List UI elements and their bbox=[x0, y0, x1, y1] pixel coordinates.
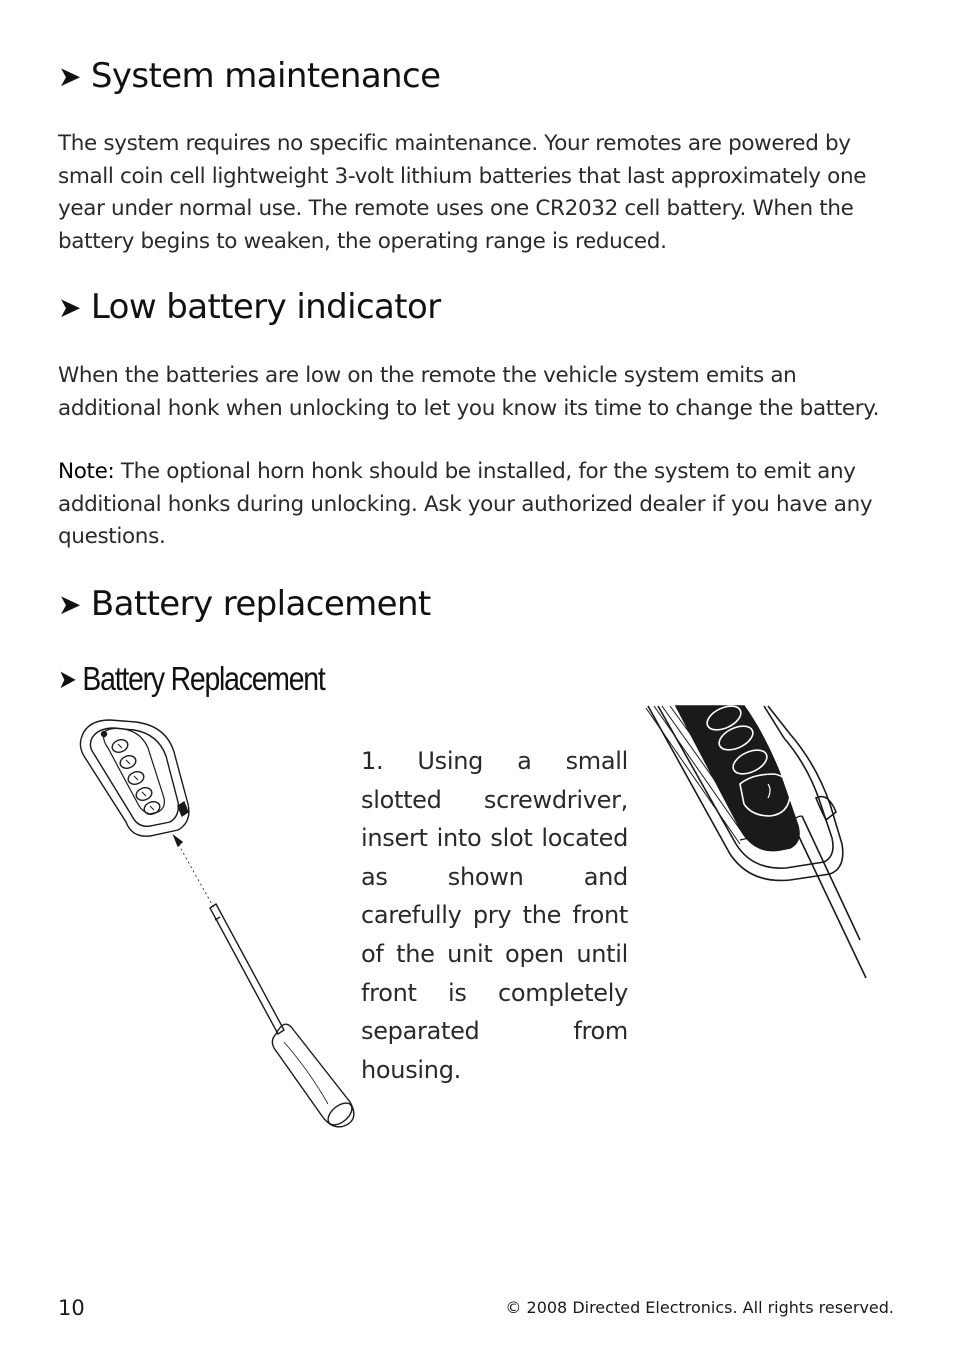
heading-system-maintenance bbox=[58, 56, 440, 96]
copyright-notice: © 2008 Directed Electronics. All rights reserved. bbox=[505, 1298, 894, 1317]
subheading-text: Battery Replacement bbox=[82, 660, 325, 697]
low-battery-paragraph: When the batteries are low on the remote the vehicle system emits an additional honk when unlocking to let you know its time to change the battery. bbox=[58, 363, 880, 421]
heading-text: Low battery indicator bbox=[90, 287, 441, 327]
arrowhead-bullet-icon: ➤ bbox=[58, 587, 81, 621]
note-paragraph bbox=[58, 456, 894, 554]
heading-low-battery-indicator bbox=[58, 287, 441, 327]
note-body: The optional horn honk should be installed, for the system to emit any additional honks during unlocking. Ask your authorized dealer if you have any questions. bbox=[58, 459, 873, 549]
arrowhead-bullet-icon: ➤ bbox=[58, 59, 81, 93]
heading-text: System maintenance bbox=[90, 56, 441, 96]
subheading-battery-replacement bbox=[58, 660, 325, 698]
arrowhead-bullet-icon: ➤ bbox=[58, 290, 81, 324]
remote-and-screwdriver-illustration bbox=[70, 712, 370, 1132]
heading-text: Battery replacement bbox=[90, 584, 431, 624]
arrowhead-bullet-icon: ➤ bbox=[58, 663, 76, 694]
page-number: 10 bbox=[58, 1296, 85, 1320]
heading-battery-replacement bbox=[58, 584, 431, 624]
step-1-instruction: 1. Using a small slotted screwdriver, insert into slot located as shown and carefully pry the front of the unit open until front is completely separated from housing. bbox=[361, 747, 628, 1084]
remote-closeup-illustration bbox=[640, 704, 870, 984]
maintenance-paragraph: The system requires no specific maintenance. Your remotes are powered by small coin cell lightweight 3-volt lithium batteries that last approximately one year under normal use. The remote uses one CR2032 cell battery. When the battery begins to weaken, the operating range is reduced. bbox=[58, 131, 867, 254]
note-label: Note: bbox=[58, 459, 115, 484]
